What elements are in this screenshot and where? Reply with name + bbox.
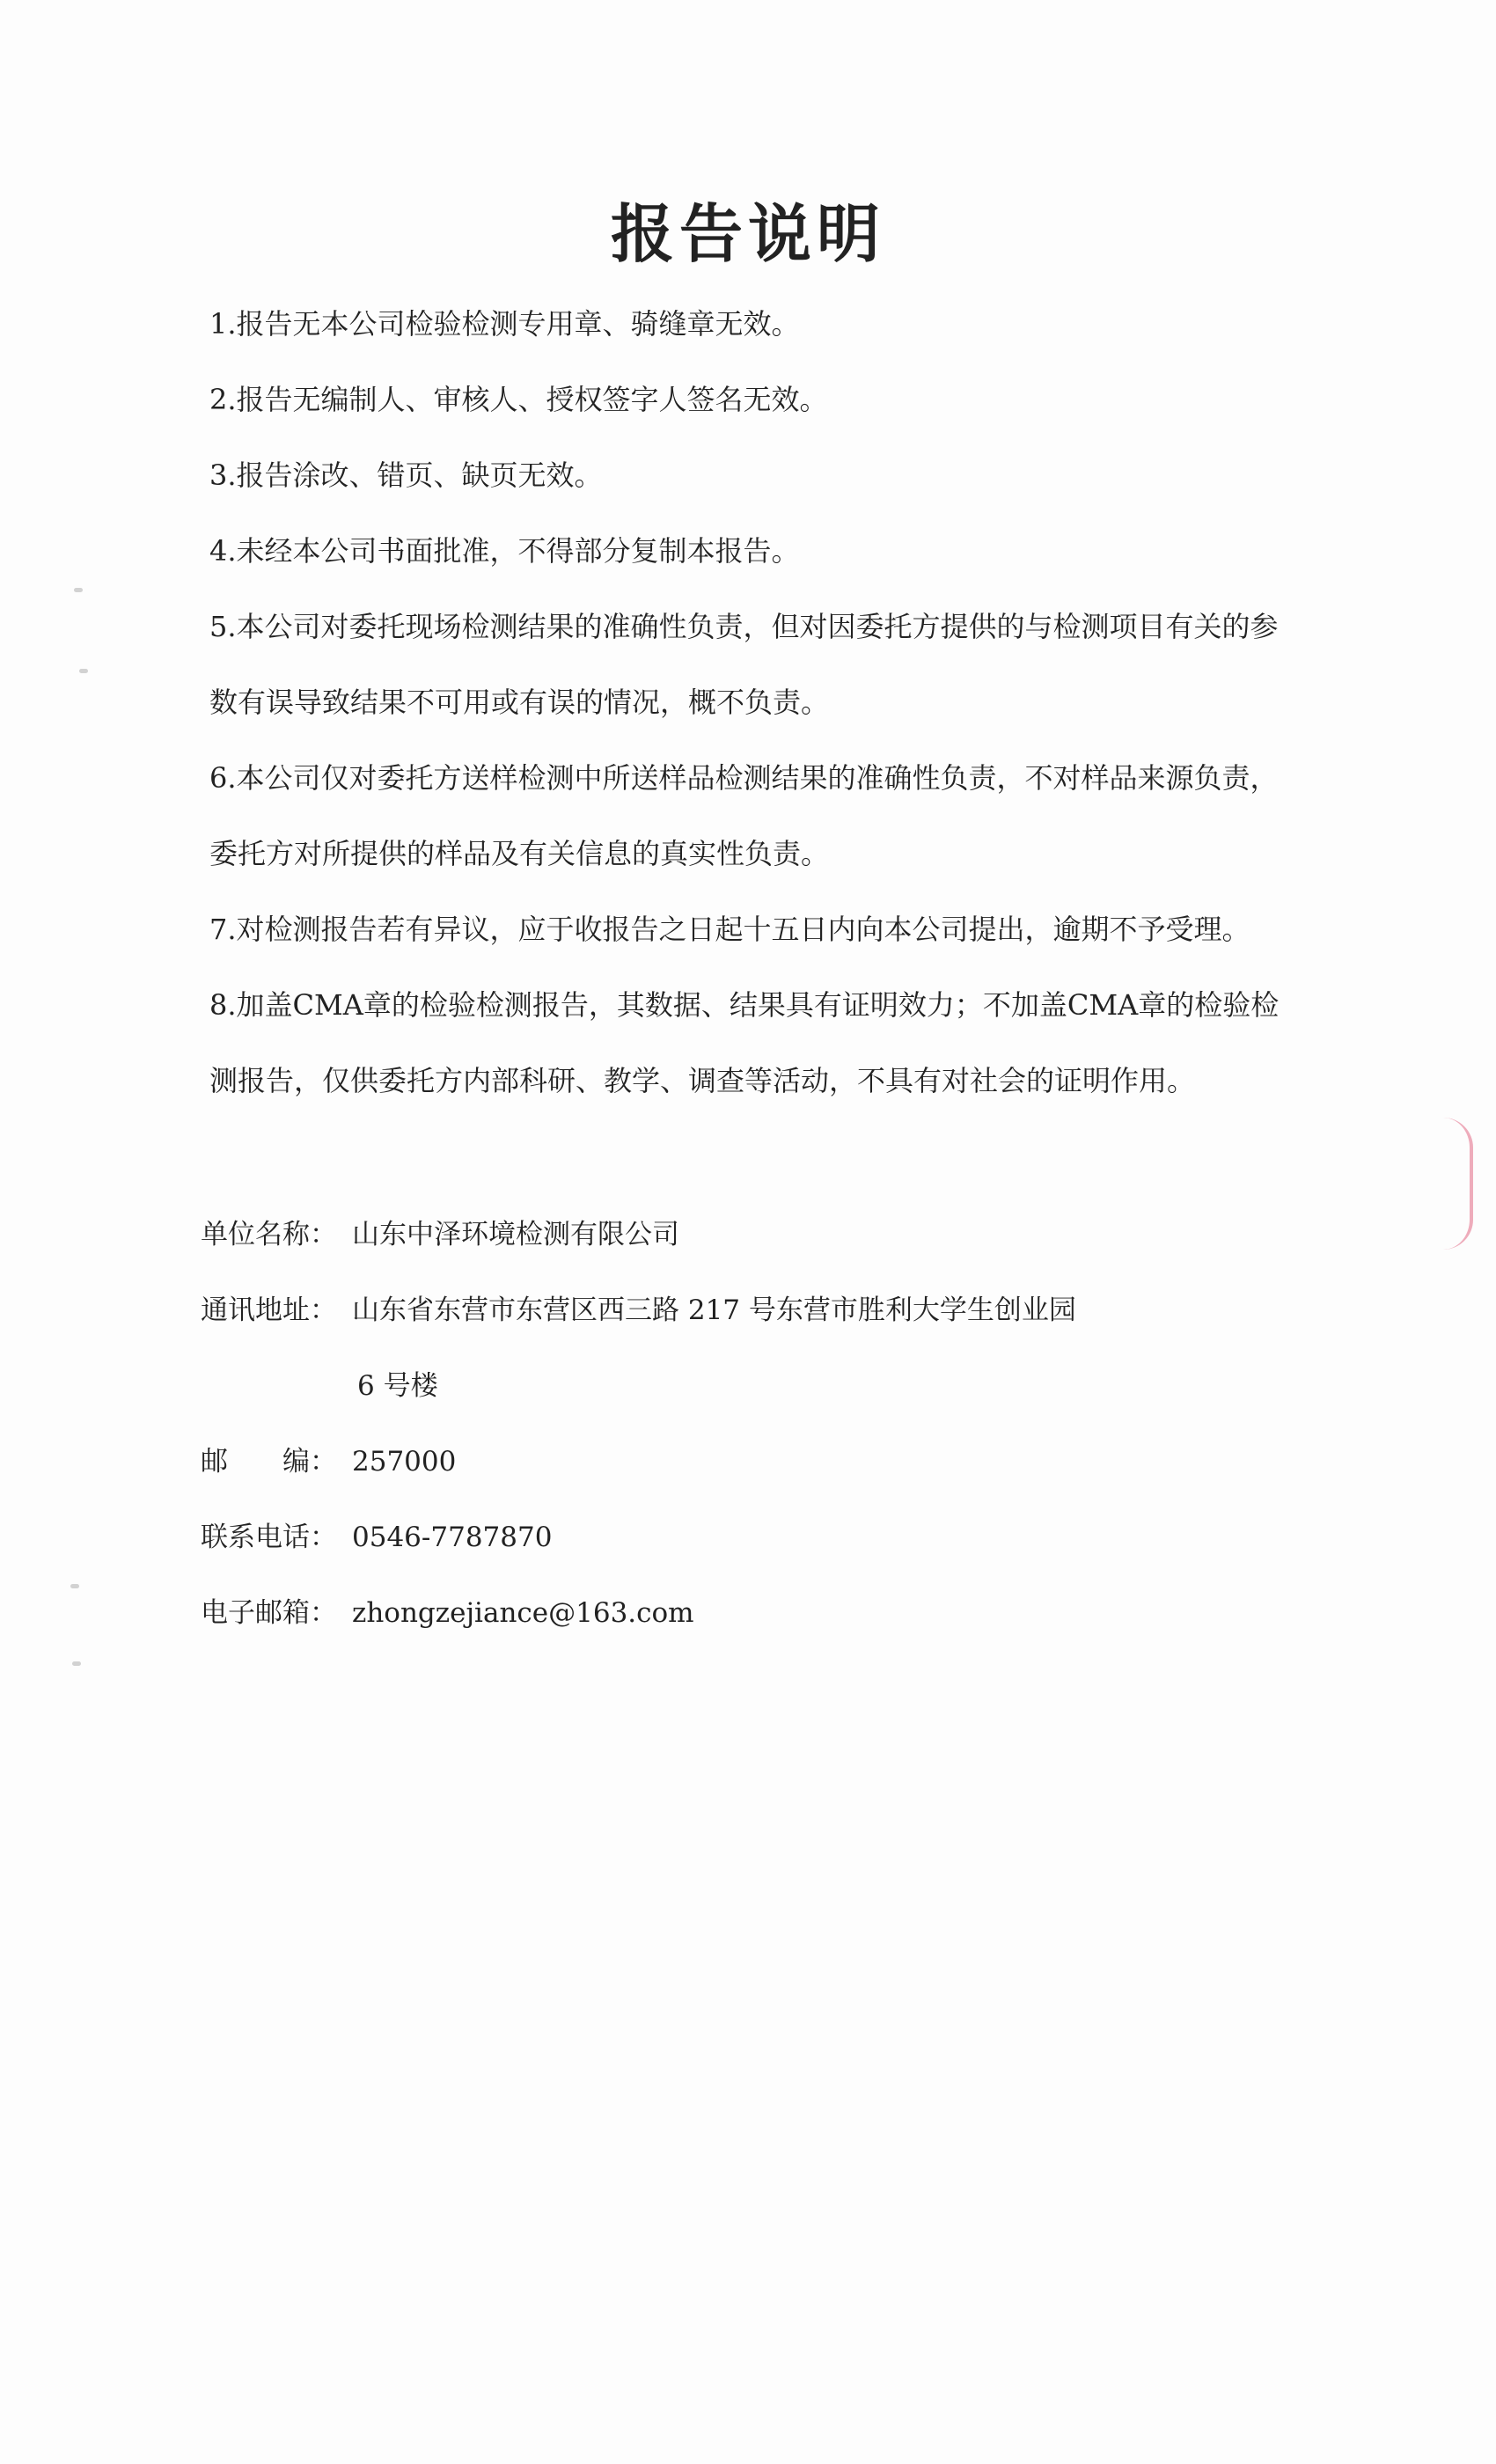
phone-label: 联系电话： <box>201 1522 337 1553</box>
company-value: 山东中泽环境检测有限公司 <box>352 1219 679 1250</box>
note-8-line-2: 测报告，仅供委托方内部科研、教学、调查等活动，不具有对社会的证明作用。 <box>209 1064 1196 1097</box>
address-value: 山东省东营市东营区西三路 217 号东营市胜利大学生创业园 <box>352 1294 1076 1326</box>
email-label: 电子邮箱： <box>201 1597 337 1629</box>
contact-info <box>201 1197 1345 1651</box>
email-value: zhongzejiance@163.com <box>352 1597 694 1629</box>
address-row <box>201 1272 1345 1348</box>
note-6-line-2: 委托方对所提供的样品及有关信息的真实性负责。 <box>209 837 830 870</box>
phone-row <box>201 1500 1345 1575</box>
page-title: 报告说明 <box>610 196 885 271</box>
binding-hole-mark <box>79 669 88 673</box>
address-value-continued: 6 号楼 <box>357 1370 438 1402</box>
binding-hole-mark <box>70 1584 79 1588</box>
email-row <box>201 1575 1345 1651</box>
note-5-line-1: 5.本公司对委托现场检测结果的准确性负责，但对因委托方提供的与检测项目有关的参 <box>209 610 1279 643</box>
note-2: 2.报告无编制人、审核人、授权签字人签名无效。 <box>209 383 828 416</box>
phone-value: 0546-7787870 <box>352 1522 553 1553</box>
seal-edge-mark <box>1443 1118 1473 1250</box>
note-4: 4.未经本公司书面批准，不得部分复制本报告。 <box>209 534 800 568</box>
note-3: 3.报告涂改、错页、缺页无效。 <box>209 458 603 492</box>
postcode-value: 257000 <box>352 1446 457 1478</box>
postcode-label: 邮 编： <box>201 1446 337 1478</box>
notes-list <box>209 286 1336 1118</box>
binding-hole-mark <box>72 1661 81 1666</box>
note-6-line-1: 6.本公司仅对委托方送样检测中所送样品检测结果的准确性负责，不对样品来源负责， <box>209 761 1279 795</box>
company-label: 单位名称： <box>201 1219 337 1250</box>
note-1: 1.报告无本公司检验检测专用章、骑缝章无效。 <box>209 307 800 341</box>
company-row <box>201 1197 1345 1272</box>
note-5-line-2: 数有误导致结果不可用或有误的情况，概不负责。 <box>209 686 830 719</box>
postcode-row <box>201 1424 1345 1500</box>
note-8-line-1: 8.加盖CMA章的检验检测报告，其数据、结果具有证明效力；不加盖CMA章的检验检 <box>209 988 1280 1022</box>
address-continuation-row <box>201 1348 1345 1424</box>
address-label: 通讯地址： <box>201 1294 337 1326</box>
binding-hole-mark <box>74 588 83 592</box>
note-7: 7.对检测报告若有异议，应于收报告之日起十五日内向本公司提出，逾期不予受理。 <box>209 913 1250 946</box>
